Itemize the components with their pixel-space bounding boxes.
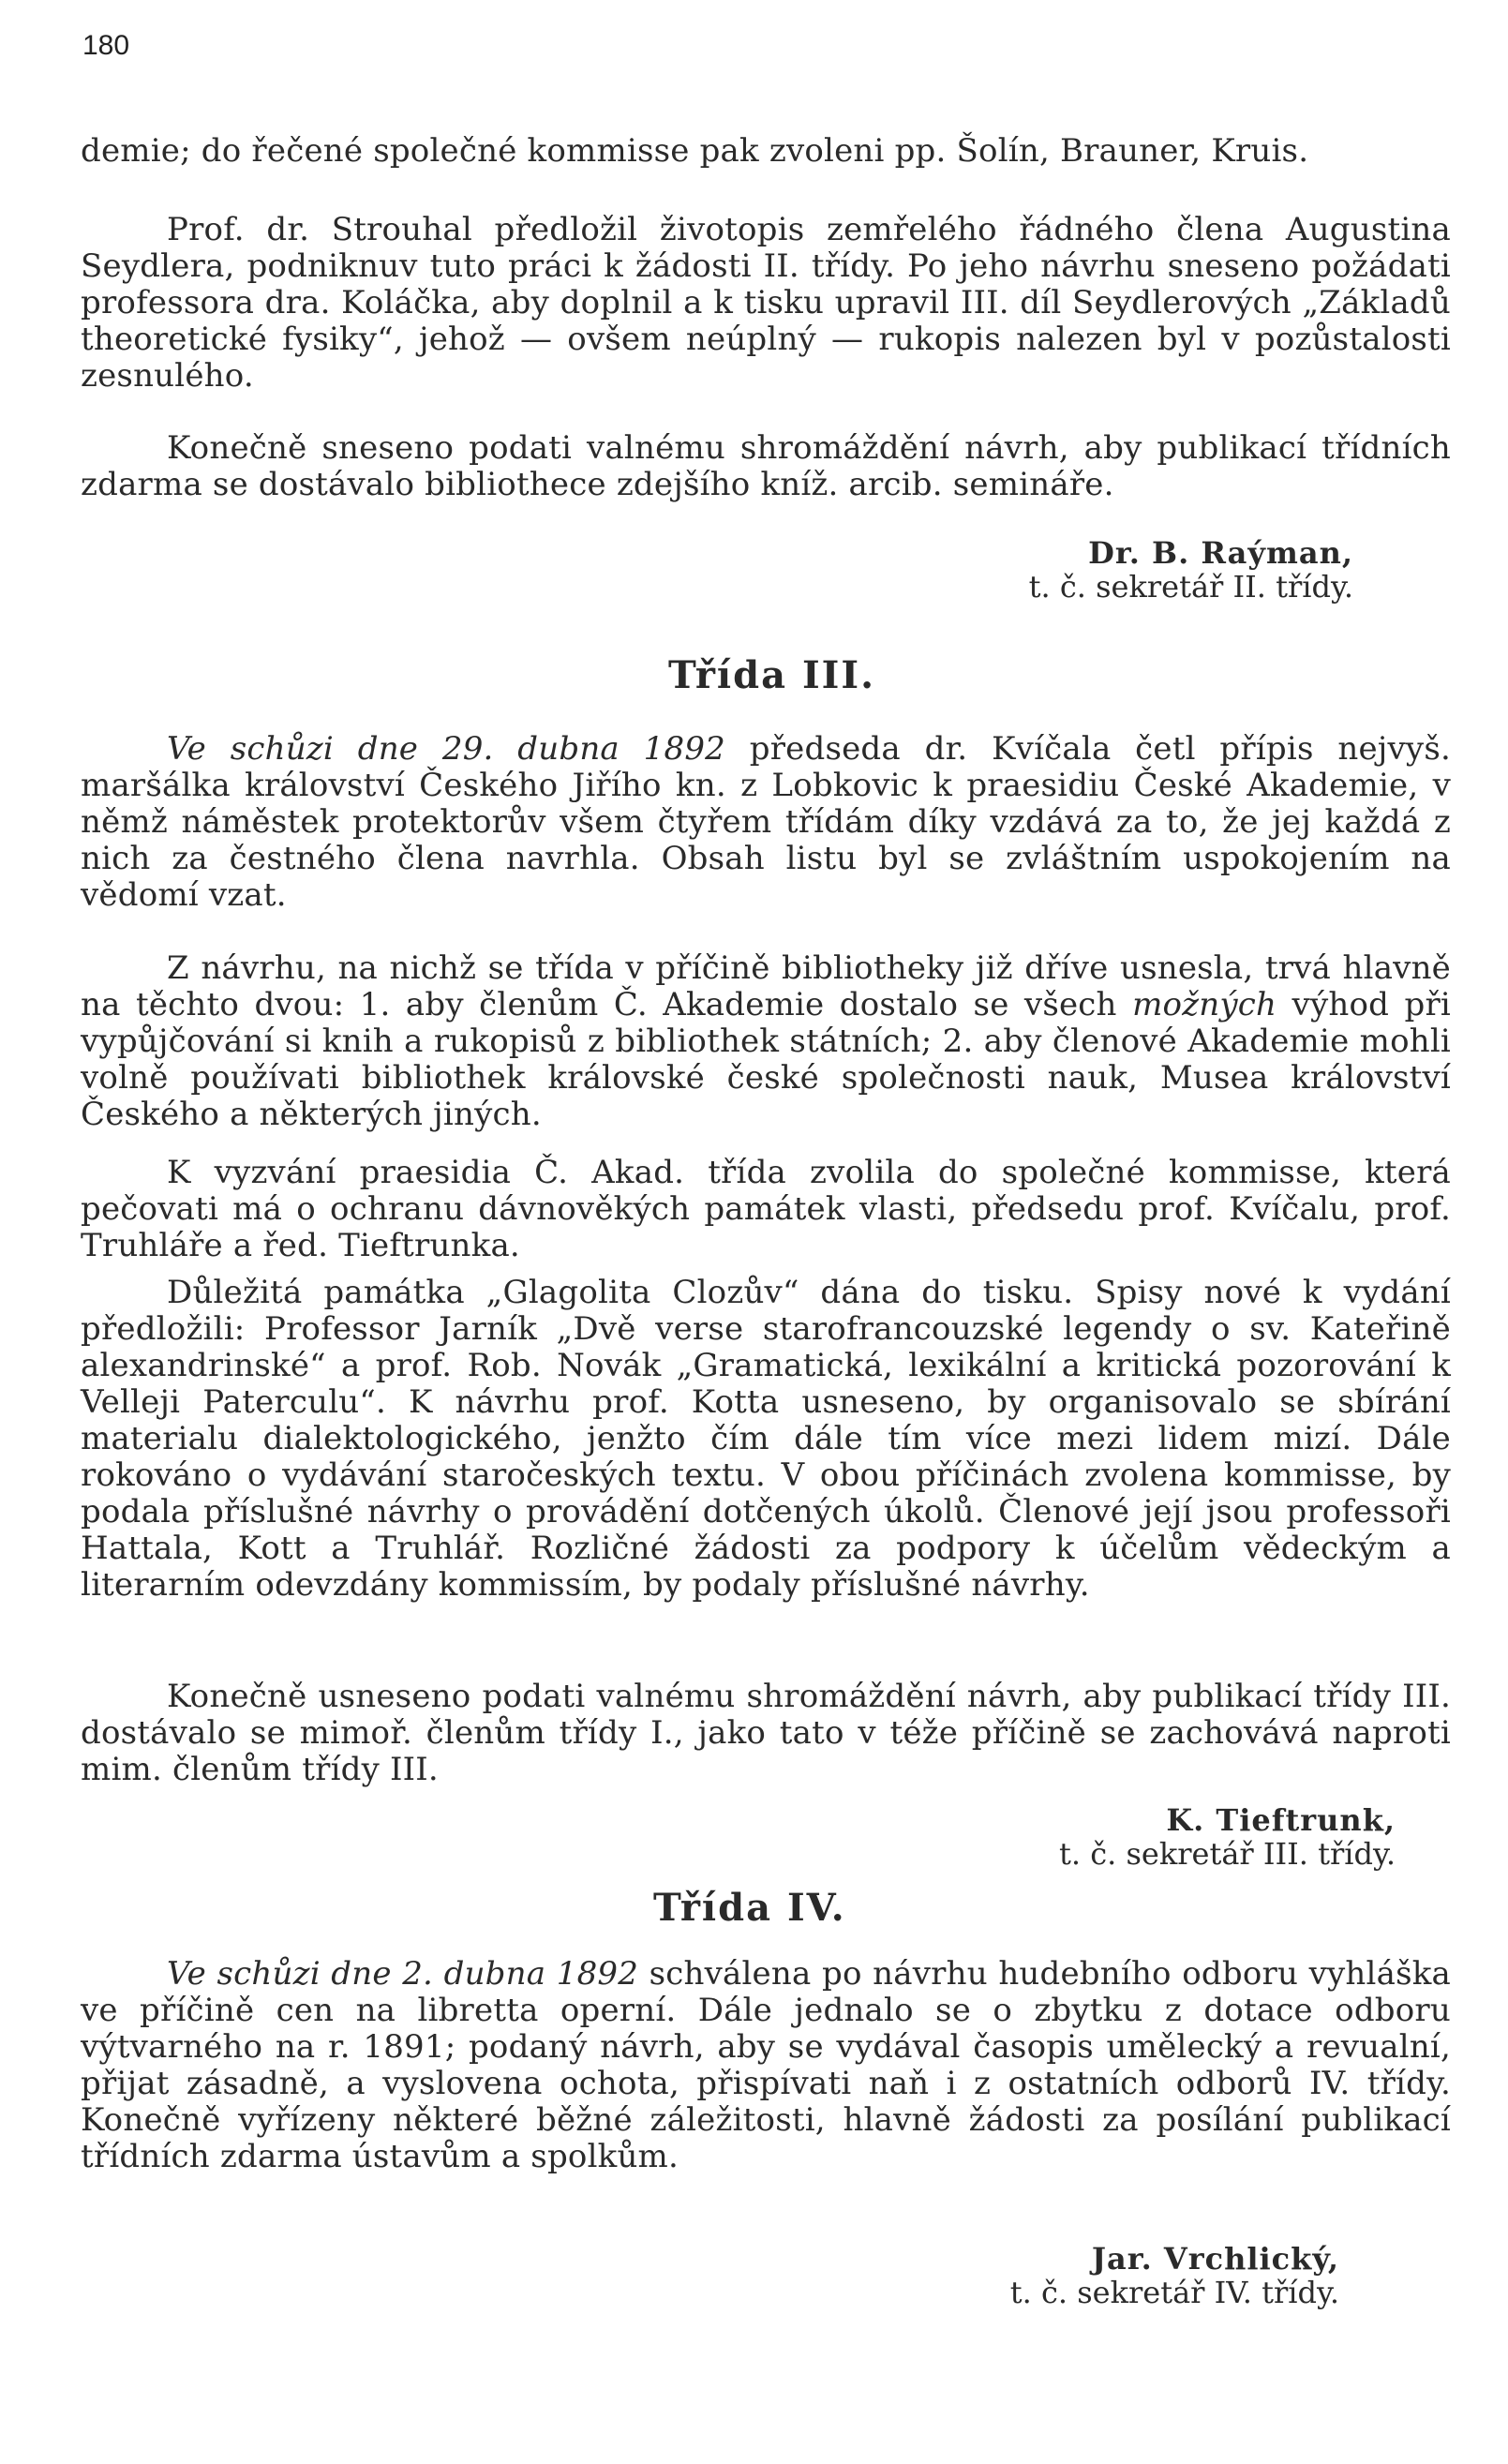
signature-ii-name: Dr. B. Raýman, [1088, 535, 1353, 571]
paragraph-iii-2 [81, 950, 1451, 1133]
paragraph-iii-2-text-b: výhod při vypůjčování si knih a rukopisů z bibliothek státních; 2. aby členové Akademie mohli volně používati bibliothek královské české společnosti nauk, Musea království Českého a některých jiných. [81, 986, 1451, 1133]
paragraph-iii-1-text: předseda dr. Kvíčala četl přípis nejvyš. maršálka království Českého Jiřího kn. z Lobkovic k praesidiu České Akademie, v němž náměstek protektorův všem čtyřem třídám díky vzdává za to, že jej každá z nich za čestného člena navrhla. Obsah listu byl se zvláštním uspokojením na vědomí vzat. [81, 730, 1451, 914]
paragraph-iii-1-date: Ve schůzi dne 29. dubna 1892 [167, 730, 725, 768]
signature-iv-title: t. č. sekretář IV. třídy. [1009, 2275, 1339, 2310]
signature-ii [1029, 536, 1353, 604]
paragraph-iv-1 [81, 1956, 1451, 2175]
signature-iii-name: K. Tieftrunk, [1166, 1802, 1396, 1838]
signature-iv-name: Jar. Vrchlický, [1091, 2241, 1339, 2277]
signature-iii-title: t. č. sekretář III. třídy. [1059, 1836, 1396, 1872]
paragraph-iii-1 [81, 731, 1451, 914]
paragraph-iii-2-emphasis: možných [1132, 986, 1277, 1023]
signature-iv [1010, 2242, 1339, 2309]
heading-trida-iv: Třída IV. [653, 1886, 846, 1930]
paragraph-iii-4: Důležitá památka „Glagolita Clozův“ dána do tisku. Spisy nové k vydání předložili: Professor Jarník „Dvě verse starofrancouzské legendy o sv. Kateřině alexandrinské“ a prof. Rob. Novák „Gramatická, lexikální a kritická pozorování k Velleji Paterculu“. K návrhu prof. Kotta usneseno, by organisovalo se sbírání materialu dialektologického, jenžto čím dále tím více mezi lidem mizí. Dále rokováno o vydávání staročeských textu. V obou příčinách zvolena kommisse, by podala příslušné návrhy o provádění dotčených úkolů. Členové její jsou professoři Hattala, Kott a Truhlář. Rozličné žádosti za podpory k účelům vědeckým a literarním odevzdány kommissím, by podaly příslušné návrhy. [81, 1274, 1451, 1604]
page-number: 180 [82, 30, 130, 61]
signature-ii-title: t. č. sekretář II. třídy. [1028, 569, 1353, 605]
paragraph-iii-2-text-a: Z návrhu, na nichž se třída v příčině bibliotheky již dříve usnesla, trvá hlavně na těchto dvou: 1. aby členům Č. Akademie dostalo se všech [81, 949, 1451, 1023]
paragraph-ii-1: demie; do řečené společné kommisse pak zvoleni pp. Šolín, Brauner, Kruis. [81, 132, 1309, 170]
signature-iii [1059, 1803, 1396, 1871]
paragraph-iii-5: Konečně usneseno podati valnému shromáždění návrh, aby publikací třídy III. dostávalo se mimoř. členům třídy I., jako tato v téže příčině se zachovává naproti mim. členům třídy III. [81, 1678, 1451, 1788]
heading-trida-iii: Třída III. [668, 653, 875, 697]
paragraph-iv-1-date: Ve schůzi dne 2. dubna 1892 [167, 1955, 639, 1993]
paragraph-ii-3: Konečně sneseno podati valnému shromáždění návrh, aby publikací třídních zdarma se dostávalo bibliothece zdejšího kníž. arcib. semináře. [81, 429, 1451, 503]
paragraph-iii-3: K vyzvání praesidia Č. Akad. třída zvolila do společné kommisse, která pečovati má o ochranu dávnověkých památek vlasti, předsedu prof. Kvíčalu, prof. Truhláře a řed. Tieftrunka. [81, 1154, 1451, 1264]
paragraph-iv-1-text: schválena po návrhu hudebního odboru vyhláška ve příčině cen na libretta operní. Dále jednalo se o zbytku z dotace odboru výtvarného na r. 1891; podaný návrh, aby se vydával časopis umělecký a revualní, přijat zásadně, a vyslovena ochota, přispívati naň i z ostatních odborů IV. třídy. Konečně vyřízeny některé běžné záležitosti, hlavně žádosti za posílání publikací třídních zdarma ústavům a spolkům. [81, 1955, 1451, 2175]
paragraph-ii-2: Prof. dr. Strouhal předložil životopis zemřelého řádného člena Augustina Seydlera, podniknuv tuto práci k žádosti II. třídy. Po jeho návrhu sneseno požádati professora dra. Koláčka, aby doplnil a k tisku upravil III. díl Seydlerových „Základů theoretické fysiky“, jehož — ovšem neúplný — rukopis nalezen byl v pozůstalosti zesnulého. [81, 211, 1451, 395]
